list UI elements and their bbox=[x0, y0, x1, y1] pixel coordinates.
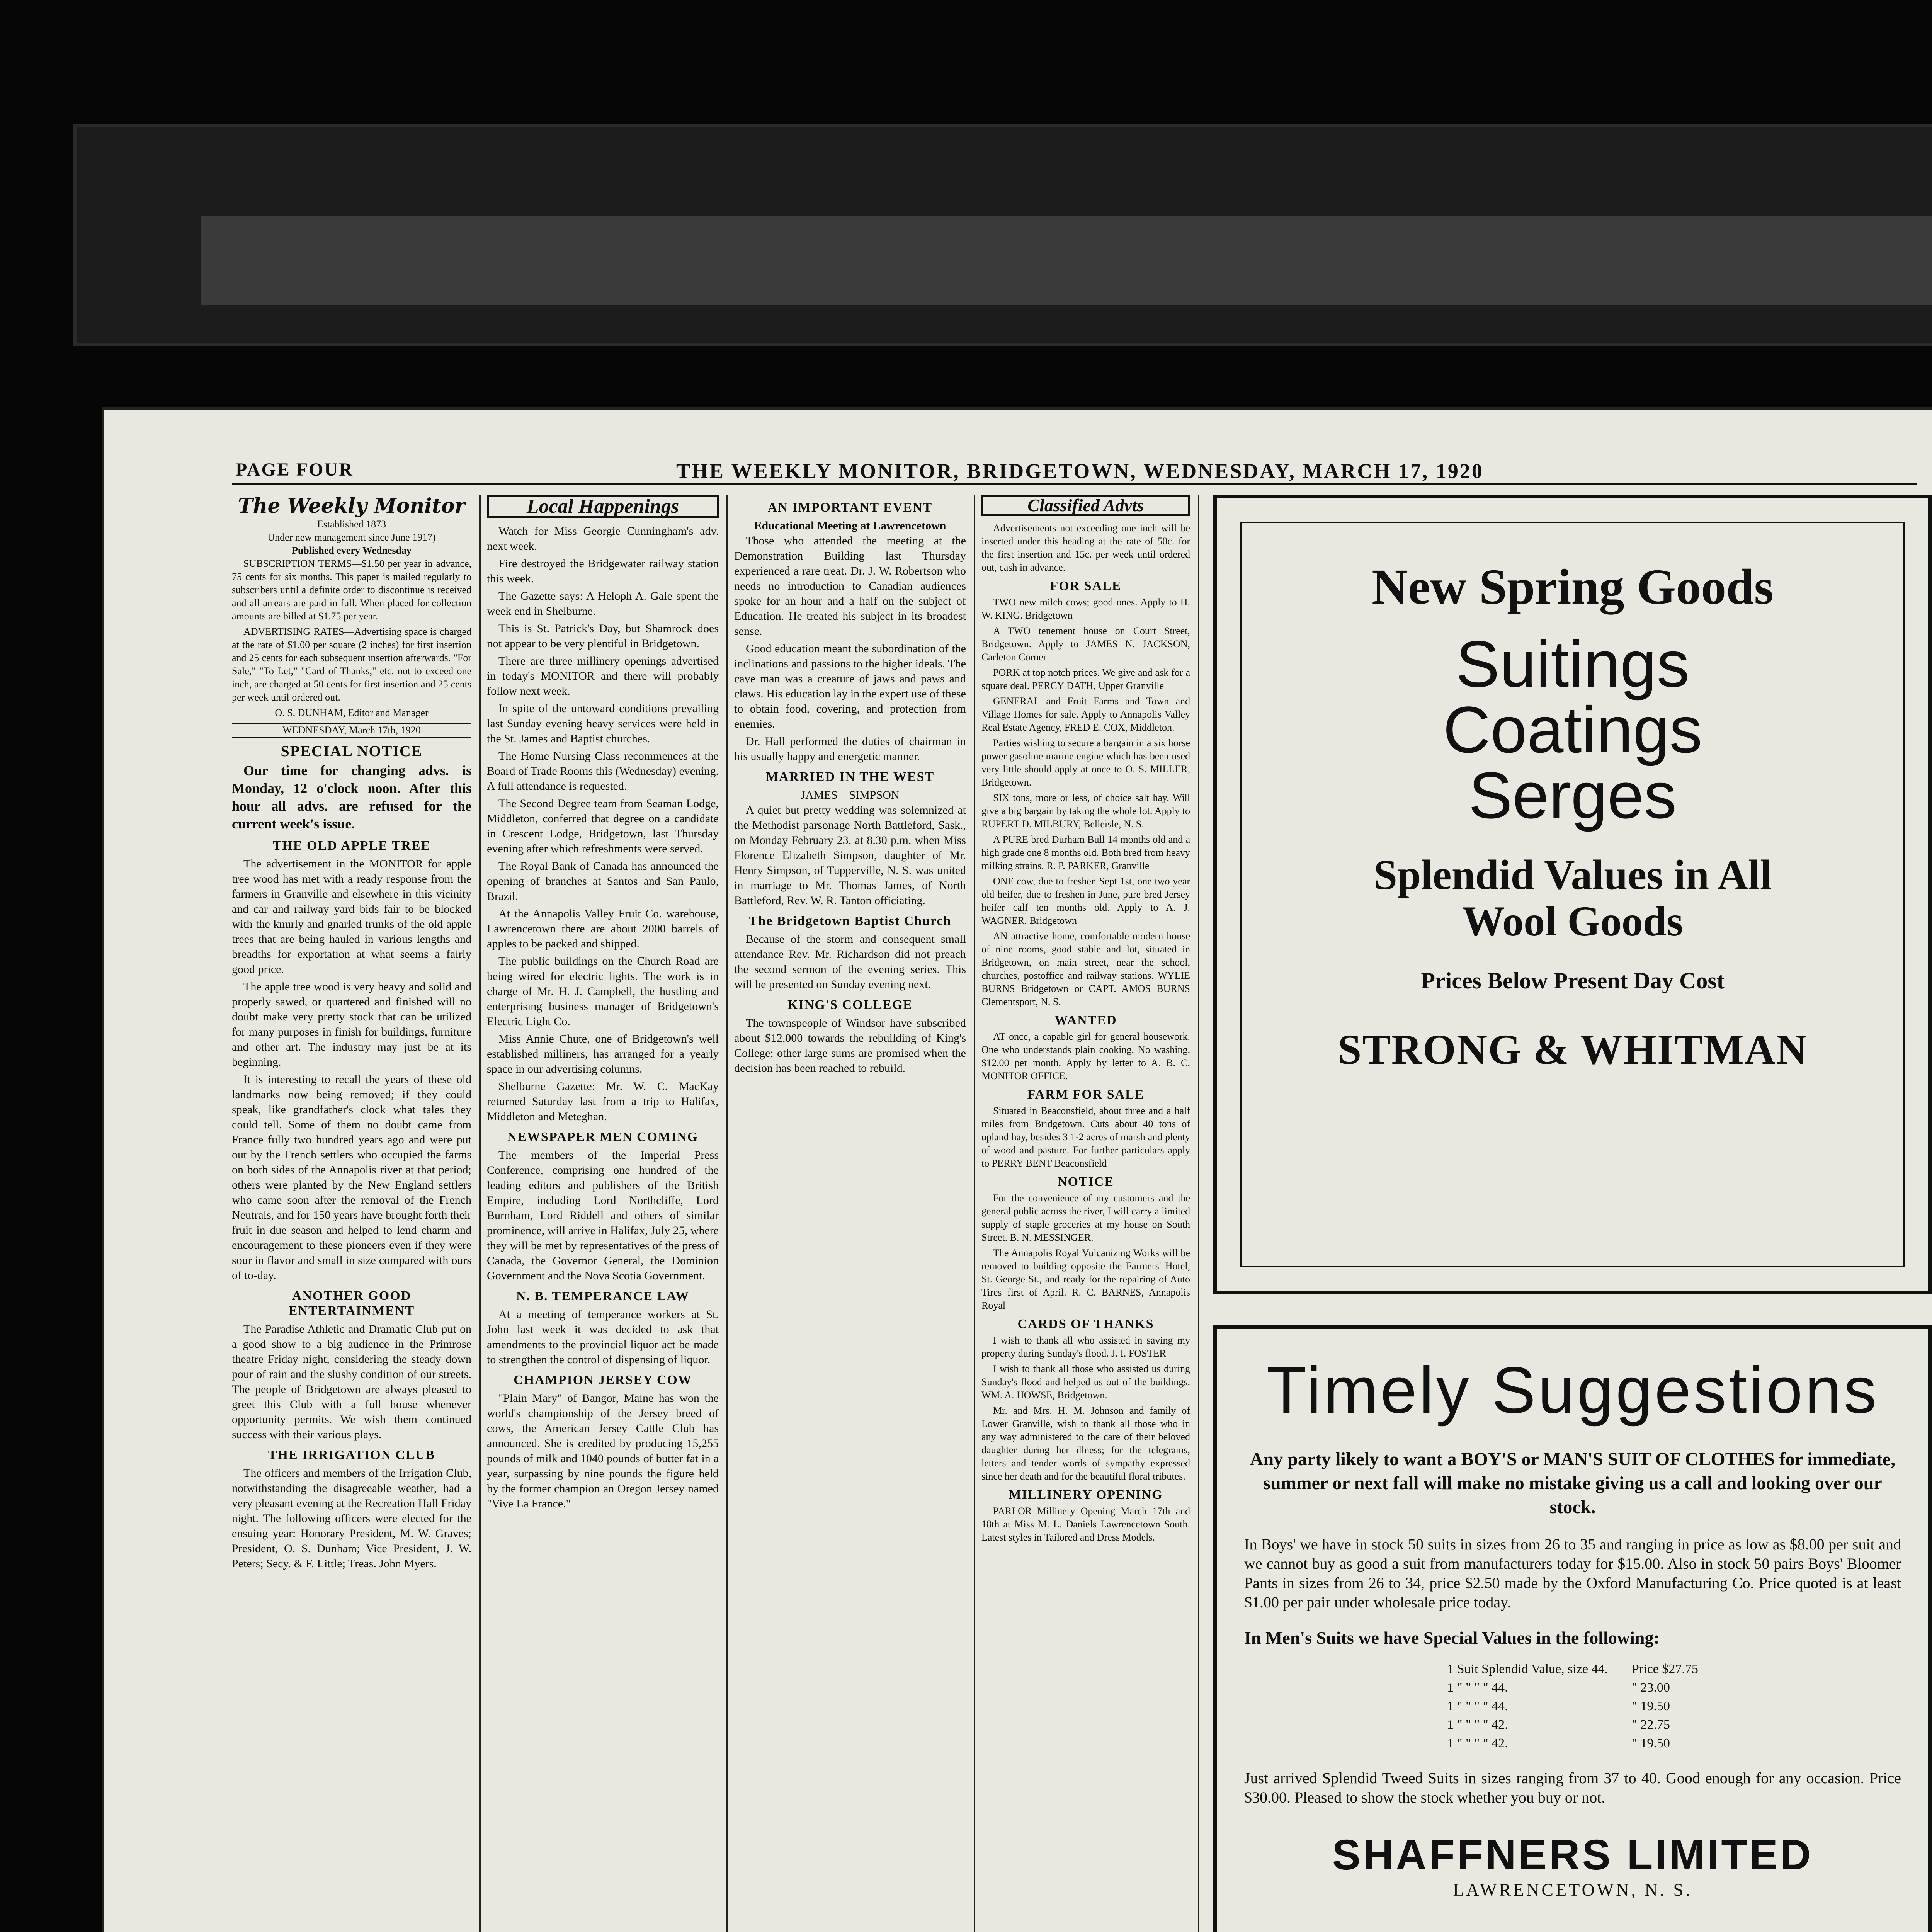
farm-heading: FARM FOR SALE bbox=[1027, 1087, 1145, 1102]
event-subtitle: Educational Meeting at Lawrencetown bbox=[754, 519, 946, 532]
classified-ad: SIX tons, more or less, of choice salt hay. Will give a big bargain by taking the whole lot. Apply to RUPERT D. MILBURY, Belleisle, N. S. bbox=[981, 792, 1190, 830]
entertainment: The Paradise Athletic and Dramatic Club put on a good show to a big audience in the Primrose theatre Friday night, considering the steady down pour of rain and the slushy condition of our streets. The people of Bridgetown are always pleased to greet this Club with a full house whenever opportunity permits. We wish them continued success with their various plays. bbox=[232, 1323, 471, 1441]
column-separator bbox=[479, 495, 481, 1932]
strong-whitman-ad bbox=[1213, 495, 1932, 1294]
irrigation: The officers and members of the Irrigation Club, notwithstanding the disagreeable weather, had a very pleasant evening at the Recreation Hall Friday night. The following officers were elected for the ensuing year: Honorary President, M. W. Graves; President, O. S. Dunham; Vice President, J. W. Peters; Secy. & F. Little; Treas. John Myers. bbox=[232, 1467, 471, 1570]
classified-ad: A TWO tenement house on Court Street, Bridgetown. Apply to JAMES N. JACKSON, Carleton Corner bbox=[981, 625, 1190, 663]
newspaper-page bbox=[104, 410, 1932, 1932]
ad-line: Prices Below Present Day Cost bbox=[1421, 968, 1725, 993]
suit-description: 1 " " " " 44. bbox=[1447, 1680, 1508, 1695]
suit-price: " 19.50 bbox=[1632, 1736, 1670, 1750]
suit-price: " 23.00 bbox=[1632, 1680, 1670, 1695]
suit-price-table bbox=[1435, 1660, 1711, 1753]
suit-price-row bbox=[1435, 1679, 1710, 1697]
apple-tree-p2: The apple tree wood is very heavy and solid and properly sawed, or quartered and finished will no doubt make very pretty stock that can be utilized for many purposes in finish for buildings, furniture and other art. The industry may just be at its beginning. bbox=[232, 980, 471, 1068]
thanks-heading: CARDS OF THANKS bbox=[1017, 1317, 1154, 1331]
irrigation-title: THE IRRIGATION CLUB bbox=[268, 1448, 435, 1462]
ad-line: Suitings bbox=[1456, 628, 1690, 701]
ad-line: Wool Goods bbox=[1462, 898, 1683, 945]
classified-column bbox=[981, 495, 1190, 1932]
temperance: At a meeting of temperance workers at St. John last week it was decided to ask that amendments to the provincial liquor act be made to strengthen the control of dispensing of liquor. bbox=[487, 1308, 719, 1366]
ad-line: Coatings bbox=[1443, 693, 1702, 767]
wanted-heading: WANTED bbox=[1054, 1013, 1117, 1027]
apple-tree-p3: It is interesting to recall the years of these old landmarks now being removed; if they could speak, like grandfather's clock what tales they could tell. Some of them no doubt came from France fully two hundred years ago and were put out by the French settlers who occupied the farms on both sides of the Annapolis river at that period; others were planted by the New England settlers who came soon after the removal of the French Neutrals, and for 150 years have brought forth their fruit in due season and helped to lend charm and encouragement to these pioneers even if they were sour in flavor and small in size compared with ours of to-day. bbox=[232, 1073, 471, 1282]
classified-ad: Mr. and Mrs. H. M. Johnson and family of Lower Granville, wish to thank all those who in any way administered to the care of their beloved daughter during her illness; for the telegrams, letters and tender words of sympathy expressed since her death and for the beautiful floral tributes. bbox=[981, 1405, 1190, 1482]
entertainment-title: ANOTHER GOOD ENTERTAINMENT bbox=[288, 1289, 415, 1318]
shaffners-title: Timely Suggestions bbox=[1266, 1354, 1879, 1427]
suit-description: 1 Suit Splendid Value, size 44. bbox=[1447, 1662, 1608, 1676]
suit-price-row bbox=[1435, 1716, 1710, 1734]
local-item: Watch for Miss Georgie Cunningham's adv. next week. bbox=[487, 525, 719, 553]
local-item: The public buildings on the Church Road are being wired for electric lights. The work is in charge of Mr. H. J. Campbell, the hustling and enterprising business manager of Bridgetown's Electric Light Co. bbox=[487, 955, 719, 1028]
column-separator bbox=[726, 495, 728, 1932]
classified-ad: The Annapolis Royal Vulcanizing Works will be removed to building opposite the Farmers' Hotel, St. George St., and ready for the repairing of Auto Tires first of April. R. C. BARNES, Annapolis Royal bbox=[981, 1247, 1190, 1311]
classified-ad: I wish to thank all who assisted in saving my property during Sunday's flood. J. I. FOSTER bbox=[981, 1335, 1190, 1359]
masthead-rule bbox=[232, 483, 1917, 485]
local-item: Fire destroyed the Bridgewater railway station this week. bbox=[487, 557, 719, 585]
background-board-upper bbox=[201, 216, 1932, 305]
suit-description: 1 " " " " 42. bbox=[1447, 1718, 1508, 1732]
suit-price: " 19.50 bbox=[1632, 1699, 1670, 1713]
notice-heading: NOTICE bbox=[1057, 1175, 1114, 1189]
event-p3: Dr. Hall performed the duties of chairman in his usually happy and energetic manner. bbox=[734, 735, 966, 763]
married-names: JAMES—SIMPSON bbox=[801, 789, 900, 801]
local-item: The Home Nursing Class recommences at the Board of Trade Rooms this (Wednesday) evening. A full attendance is requested. bbox=[487, 750, 719, 793]
suit-price: Price $27.75 bbox=[1632, 1662, 1698, 1676]
baptist-title: The Bridgetown Baptist Church bbox=[748, 914, 952, 928]
column-2 bbox=[487, 495, 719, 1932]
local-item: At the Annapolis Valley Fruit Co. warehouse, Lawrencetown there are about 2000 barrels of apples to be packed and shipped. bbox=[487, 907, 719, 950]
classified-ad: TWO new milch cows; good ones. Apply to H. W. KING. Bridgetown bbox=[981, 597, 1190, 621]
local-happenings-title: Local Happenings bbox=[487, 495, 719, 518]
page-title: THE WEEKLY MONITOR, BRIDGETOWN, WEDNESDAY, MARCH 17, 1920 bbox=[676, 459, 1484, 483]
local-item: There are three millinery openings advertised in today's MONITOR and there will probably follow next week. bbox=[487, 655, 719, 697]
local-item: This is St. Patrick's Day, but Shamrock does not appear to be very plentiful in Bridgetown. bbox=[487, 622, 719, 650]
classified-ad: PORK at top notch prices. We give and ask for a square deal. PERCY DATH, Upper Granville bbox=[981, 667, 1190, 691]
classified-ad: ONE cow, due to freshen Sept 1st, one two year old heifer, due to freshen in June, pure bred Jersey heifer calf ten months old. Apply to A. J. WAGNER, Bridgetown bbox=[981, 876, 1190, 926]
shaffners-ad bbox=[1213, 1325, 1932, 1932]
local-item: The Gazette says: A Heloph A. Gale spent the week end in Shelburne. bbox=[487, 590, 719, 617]
event-p1: Those who attended the meeting at the Demonstration Building last Thursday experienced a rare treat. Dr. J. W. Robertson who needs no introduction to Canadian audiences spoke for an hour and a half on the subject of Education. He treated his subject in its broadest sense. bbox=[734, 534, 966, 638]
classified-ad: GENERAL and Fruit Farms and Town and Village Homes for sale. Apply to Annapolis Valley Real Estate Agency, FRED E. COX, Middleton. bbox=[981, 696, 1190, 733]
masthead bbox=[104, 456, 1932, 487]
column-1 bbox=[232, 495, 471, 1932]
classified-intro: Advertisements not exceeding one inch will be inserted under this heading at the rate of 50c. for the first insertion and 15c. per week until ordered out, cash in advance. bbox=[981, 522, 1190, 573]
ad-line: Serges bbox=[1468, 759, 1677, 832]
classified-ad: Situated in Beaconsfield, about three and a half miles from Bridgetown. Cuts about 40 tons of upland hay, besides 3 1-2 acres of marsh and plenty of wood and pasture. For further particulars apply to PERRY BENT Beaconsfield bbox=[981, 1105, 1190, 1169]
local-item: Shelburne Gazette: Mr. W. C. MacKay returned Saturday last from a trip to Halifax, Middleton and Meteghan. bbox=[487, 1080, 719, 1123]
issue-date: WEDNESDAY, March 17th, 1920 bbox=[232, 723, 471, 738]
management: Under new management since June 1917) bbox=[267, 532, 436, 543]
for-sale-heading: FOR SALE bbox=[1050, 579, 1122, 593]
classified-ad: AT once, a capable girl for general housework. One who understands plain cooking. No washing. $12.00 per month. Apply by letter to A. B. C. MONITOR OFFICE. bbox=[981, 1031, 1190, 1082]
local-item: The Second Degree team from Seaman Lodge, Middleton, conferred that degree on a candidate in Crescent Lodge, Bridgetown, last Thursday evening after which refreshments were served. bbox=[487, 797, 719, 855]
editor: O. S. DUNHAM, Editor and Manager bbox=[275, 707, 429, 718]
married: A quiet but pretty wedding was solemnized at the Methodist parsonage North Battleford, Sask., on Monday February 23, at 8.30 p.m. when Miss Florence Elizabeth Simpson, daughter of Mr. Henry Simpson, of Tupperville, N. S. was united in marriage to Mr. Thomas James, of North Battleford, Rev. W. R. Tanton officiating. bbox=[734, 804, 966, 907]
suit-price-row bbox=[1435, 1735, 1710, 1752]
kings: The townspeople of Windsor have subscribed about $12,000 towards the rebuilding of King's College; other large sums are promised when the decision has been reached to rebuild. bbox=[734, 1017, 966, 1075]
ad-line: New Spring Goods bbox=[1371, 559, 1774, 615]
column-separator bbox=[1198, 495, 1199, 1932]
newspaper-men: The members of the Imperial Press Conference, comprising one hundred of the leading editors and publishers of the British Empire, including Lord Northcliffe, Lord Burnham, Lord Riddell and others of similar prominence, will arrive in Halifax, July 25, where they will be met by representatives of the press of Canada, the Governor General, the Dominion Government and the Nova Scotia Government. bbox=[487, 1149, 719, 1282]
paper-name: The Weekly Monitor bbox=[238, 495, 466, 518]
ad-line: Splendid Values in All bbox=[1373, 851, 1772, 898]
classified-title: Classified Advts bbox=[981, 495, 1190, 516]
suit-description: 1 " " " " 42. bbox=[1447, 1736, 1508, 1750]
event-title: AN IMPORTANT EVENT bbox=[767, 500, 933, 515]
ad-line: STRONG & WHITMAN bbox=[1338, 1026, 1808, 1073]
baptist: Because of the storm and consequent small attendance Rev. Mr. Richardson did not preach the second sermon of the evening series. This will be presented on Sunday evening next. bbox=[734, 933, 966, 991]
suit-price-row bbox=[1435, 1697, 1710, 1715]
special-notice-title: SPECIAL NOTICE bbox=[281, 742, 423, 760]
apple-tree-p1: The advertisement in the MONITOR for apple tree wood has met with a ready response from the farmers in Granville and elsewhere in this vicinity and car and railway yard bids fair to be blocked with the knurly and gnarled trunks of the old apple trees that are being hauled in various lengths and breadths for exportation at what seems a fairly good price. bbox=[232, 857, 471, 976]
established: Established 1873 bbox=[317, 519, 386, 530]
newspaper-men-title: NEWSPAPER MEN COMING bbox=[507, 1130, 699, 1144]
local-item: In spite of the untoward conditions prevailing last Sunday evening heavy services were held in the St. James and Baptist churches. bbox=[487, 702, 719, 745]
classified-ad: PARLOR Millinery Opening March 17th and 18th at Miss M. L. Daniels Lawrencetown South. Latest styles in Tailored and Dress Models. bbox=[981, 1505, 1190, 1543]
classified-ad: AN attractive home, comfortable modern house of nine rooms, good stable and lot, situated in Bridgetown, on main street, near the school, churches, postoffice and railway stations. WYLIE BURNS Bridgetown or CAPT. AMOS BURNS Clementsport, N. S. bbox=[981, 930, 1190, 1007]
page-label: PAGE FOUR bbox=[236, 459, 354, 480]
married-title: MARRIED IN THE WEST bbox=[765, 770, 935, 784]
shaffners-name: SHAFFNERS LIMITED bbox=[1332, 1831, 1813, 1879]
shaffners-tweed: Just arrived Splendid Tweed Suits in sizes ranging from 37 to 40. Good enough for any occasion. Price $30.00. Pleased to show the stock whether you buy or not. bbox=[1244, 1769, 1901, 1806]
special-notice: Our time for changing advs. is Monday, 12 o'clock noon. After this hour all advs. are refused for the current week's issue. bbox=[232, 763, 471, 832]
event-p2: Good education meant the subordination of the inclinations and passions to the higher ideals. The cave man was a creature of jaws and paws and claws. His education lay in the expert use of these to obtain food, covering, and protection from enemies. bbox=[734, 642, 966, 730]
suit-price: " 22.75 bbox=[1632, 1718, 1670, 1732]
advertising-rates: ADVERTISING RATES—Advertising space is charged at the rate of $1.00 per square (2 inches) for first insertion and 25 cents for each subsequent insertion afterwards. "For Sale," "To Let," "Card of Thanks," etc. not to exceed one inch, are charged at 50 cents for first insertion and 25 cents per week until ordered out. bbox=[232, 626, 471, 703]
classified-ad: Parties wishing to secure a bargain in a six horse power gasoline marine engine which has been used very little should apply at once to O. S. MILLER, Bridgetown. bbox=[981, 737, 1190, 788]
millinery-heading: MILLINERY OPENING bbox=[1009, 1488, 1163, 1502]
classified-ad: A PURE bred Durham Bull 14 months old and a high grade one 8 months old. Both bred from heavy milking strains. R. P. PARKER, Granville bbox=[981, 834, 1190, 871]
temperance-title: N. B. TEMPERANCE LAW bbox=[516, 1289, 690, 1303]
suit-price-row bbox=[1435, 1660, 1710, 1678]
published: Published every Wednesday bbox=[291, 545, 412, 556]
local-item: The Royal Bank of Canada has announced the opening of branches at Santos and San Paulo, Brazil. bbox=[487, 860, 719, 903]
classified-ad: For the convenience of my customers and the general public across the river, I will carry a limited supply of staple groceries at my house on South Street. B. N. MESSINGER. bbox=[981, 1192, 1190, 1243]
column-3 bbox=[734, 495, 966, 1932]
local-item: Miss Annie Chute, one of Bridgetown's well established milliners, has arranged for a yearly space in our advertising columns. bbox=[487, 1032, 719, 1075]
column-separator bbox=[974, 495, 975, 1932]
jersey-title: CHAMPION JERSEY COW bbox=[514, 1373, 692, 1387]
shaffners-mens: In Men's Suits we have Special Values in the following: bbox=[1244, 1628, 1660, 1648]
apple-tree-title: THE OLD APPLE TREE bbox=[272, 838, 431, 853]
kings-title: KING'S COLLEGE bbox=[787, 998, 913, 1012]
suit-description: 1 " " " " 44. bbox=[1447, 1699, 1508, 1713]
shaffners-boys: In Boys' we have in stock 50 suits in sizes from 26 to 35 and ranging in price as low as $8.00 per suit and we cannot buy as good a suit from manufacturers today for $15.00. Also in stock 50 pairs Boys' Bloomer Pants in sizes from 26 to 34, price $2.50 made by the Oxford Manufacturing Co. Price quoted is at least $1.00 per pair under wholesale price today. bbox=[1244, 1536, 1901, 1611]
shaffners-place: LAWRENCETOWN, N. S. bbox=[1453, 1880, 1692, 1900]
classified-ad: I wish to thank all those who assisted us during Sunday's flood and helped us out of the buildings. WM. A. HOWSE, Bridgetown. bbox=[981, 1363, 1190, 1401]
shaffners-lead: Any party likely to want a BOY'S or MAN'S SUIT OF CLOTHES for immediate, summer or next fall will make no mistake giving us a call and looking over our stock. bbox=[1250, 1449, 1896, 1517]
jersey: "Plain Mary" of Bangor, Maine has won the world's championship of the Jersey breed of cows, the American Jersey Cattle Club has announced. She is credited by producing 15,255 pounds of milk and 1040 pounds of butter fat in a year, surpassing by nine pounds the figure held by the former champion an Oregon Jersey named "Vive La France." bbox=[487, 1392, 719, 1510]
strong-whitman-ad-inner bbox=[1240, 522, 1905, 1267]
subscription-terms: SUBSCRIPTION TERMS—$1.50 per year in advance, 75 cents for six months. This paper is mailed regularly to subscribers until a definite order to discontinue is received and all arrears are paid in full. When placed for collection amounts are billed at $1.75 per year. bbox=[232, 558, 471, 622]
